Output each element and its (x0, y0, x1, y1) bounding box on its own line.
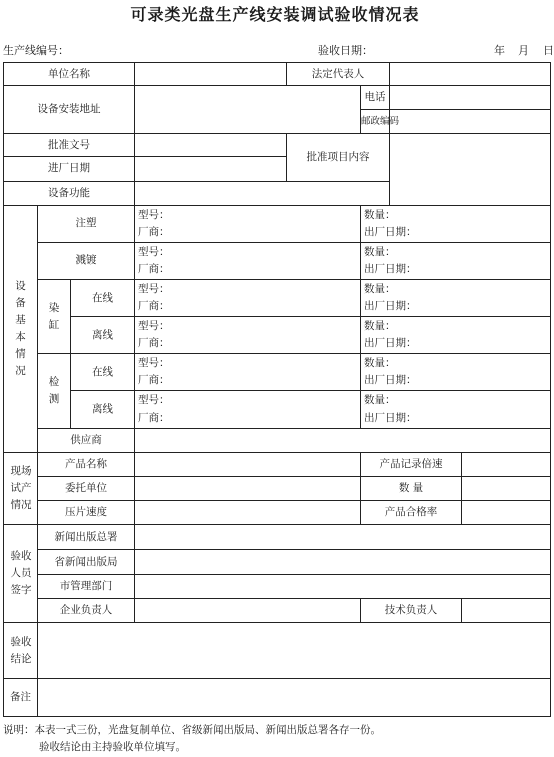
phone-label-text: 电话 (364, 91, 386, 104)
tech-lead-cell (361, 599, 551, 623)
install-address-label: 设备安装地址 (4, 86, 135, 134)
date-label: 出厂日期： (364, 337, 417, 350)
day-label: 日 (543, 44, 554, 57)
city-signature-field[interactable] (135, 575, 551, 599)
date-label: 出厂日期： (364, 411, 417, 424)
dye-label-text: 染缸 (48, 301, 60, 331)
approved-items-field[interactable] (390, 134, 551, 205)
qty-label: 数量： (364, 320, 396, 333)
injection-model-maker (135, 205, 361, 242)
client-field[interactable] (135, 476, 361, 500)
model-label: 型号： (138, 208, 170, 221)
legal-rep-label: 法定代表人 (287, 63, 390, 86)
approved-items-label: 批准项目内容 (287, 134, 390, 181)
inspect-label (38, 354, 71, 428)
inspect-online-model-maker (135, 354, 361, 391)
pass-rate-label: 产品合格率 (361, 501, 462, 524)
sputter-label: 溅镀 (38, 242, 135, 279)
phone-field[interactable] (390, 86, 551, 110)
maker-label: 厂商： (138, 300, 170, 313)
trial-section-text: 现场试产情况 (10, 464, 32, 511)
accept-date-label: 验收日期： (318, 44, 373, 57)
qty-label: 数量： (364, 245, 396, 258)
remarks-label: 备注 (4, 678, 38, 716)
phone-label (361, 86, 390, 110)
supplier-label: 供应商 (38, 428, 135, 452)
quantity-field[interactable] (462, 477, 550, 500)
provincial-signature-field[interactable] (135, 550, 551, 575)
client-label: 委托单位 (38, 476, 135, 500)
unit-name-label: 单位名称 (4, 63, 135, 86)
product-name-field[interactable] (135, 452, 361, 476)
injection-label: 注塑 (38, 205, 135, 242)
maker-label: 厂商： (138, 262, 170, 275)
company-lead-field[interactable] (135, 599, 361, 623)
tech-lead-label: 技术负责人 (361, 599, 462, 622)
page-title: 可录类光盘生产线安装调试验收情况表 (130, 5, 420, 24)
month-label: 月 (518, 44, 529, 57)
model-label: 型号： (138, 357, 170, 370)
equipment-section-text: 设备基本情况 (15, 279, 26, 377)
note-line-1: 说明：本表一式三份，光盘复制单位、省级新闻出版局、新闻出版总署各存一份。 (3, 724, 381, 736)
dye-label (38, 279, 71, 353)
inspect-online-label: 在线 (71, 354, 135, 391)
tech-lead-field[interactable] (462, 599, 550, 622)
dye-offline-model-maker (135, 317, 361, 354)
entry-date-field[interactable] (135, 157, 287, 181)
remarks-field[interactable] (38, 678, 551, 716)
press-speed-field[interactable] (135, 500, 361, 524)
year-label: 年 (494, 44, 505, 57)
company-lead-label: 企业负责人 (38, 599, 135, 623)
date-label: 出厂日期： (364, 262, 417, 275)
dye-online-qty-date (361, 279, 551, 316)
conclusion-field[interactable] (38, 623, 551, 678)
maker-label: 厂商： (138, 225, 170, 238)
record-speed-label: 产品记录倍速 (361, 453, 462, 476)
qty-label: 数量： (364, 208, 396, 221)
equip-function-label: 设备功能 (4, 181, 135, 205)
model-label: 型号： (138, 394, 170, 407)
conclusion-text: 验收结论 (10, 635, 32, 665)
date-label: 出厂日期： (364, 225, 417, 238)
signers-section-label (4, 525, 38, 623)
sputter-model-maker (135, 242, 361, 279)
product-name-label: 产品名称 (38, 452, 135, 476)
qty-label: 数量： (364, 357, 396, 370)
unit-name-field[interactable] (135, 63, 287, 86)
inspect-offline-label: 离线 (71, 391, 135, 428)
dye-offline-label: 离线 (71, 317, 135, 354)
gapp-label: 新闻出版总署 (38, 525, 135, 550)
date-label: 出厂日期： (364, 300, 417, 313)
line-number-label: 生产线编号： (3, 44, 69, 57)
record-speed-field[interactable] (462, 453, 550, 476)
inspect-offline-qty-date (361, 391, 551, 428)
model-label: 型号： (138, 245, 170, 258)
maker-label: 厂商： (138, 411, 170, 424)
model-label: 型号： (138, 320, 170, 333)
qty-label: 数量： (364, 394, 396, 407)
quantity-label: 数 量 (361, 477, 462, 500)
provincial-label: 省新闻出版局 (38, 550, 135, 575)
trial-section-label (4, 452, 38, 524)
legal-rep-field[interactable] (390, 63, 551, 86)
pass-rate-field[interactable] (462, 501, 550, 524)
form-notes (3, 722, 381, 756)
dye-online-model-maker (135, 279, 361, 316)
model-label: 型号： (138, 282, 170, 295)
inspect-online-qty-date (361, 354, 551, 391)
inspect-label-text: 检测 (48, 375, 60, 405)
date-label: 出厂日期： (364, 374, 417, 387)
inspect-offline-model-maker (135, 391, 361, 428)
sputter-qty-date (361, 242, 551, 279)
city-label: 市管理部门 (38, 575, 135, 599)
acceptance-form (3, 62, 551, 717)
dye-online-label: 在线 (71, 279, 135, 316)
dye-offline-qty-date (361, 317, 551, 354)
approval-doc-label: 批准文号 (4, 134, 135, 157)
postcode-label (361, 110, 400, 134)
maker-label: 厂商： (138, 337, 170, 350)
gapp-signature-field[interactable] (135, 525, 551, 550)
maker-label: 厂商： (138, 374, 170, 387)
signers-section-text: 验收人员签字 (10, 550, 32, 597)
equip-function-field[interactable] (135, 181, 390, 205)
note-line-2: 验收结论由主持验收单位填写。 (39, 741, 186, 753)
record-speed-cell (361, 452, 551, 476)
equipment-section-label (4, 205, 38, 452)
qty-label: 数量： (364, 282, 396, 295)
pass-rate-cell (361, 500, 551, 524)
entry-date-label: 进厂日期 (4, 157, 135, 181)
postcode-label-text: 邮政编码 (361, 116, 400, 128)
quantity-cell (361, 476, 551, 500)
install-address-field[interactable] (135, 86, 361, 134)
approval-doc-field[interactable] (135, 134, 287, 157)
injection-qty-date (361, 205, 551, 242)
postcode-field[interactable] (390, 110, 551, 134)
supplier-field[interactable] (135, 428, 551, 452)
conclusion-label (4, 623, 38, 678)
press-speed-label: 压片速度 (38, 500, 135, 524)
